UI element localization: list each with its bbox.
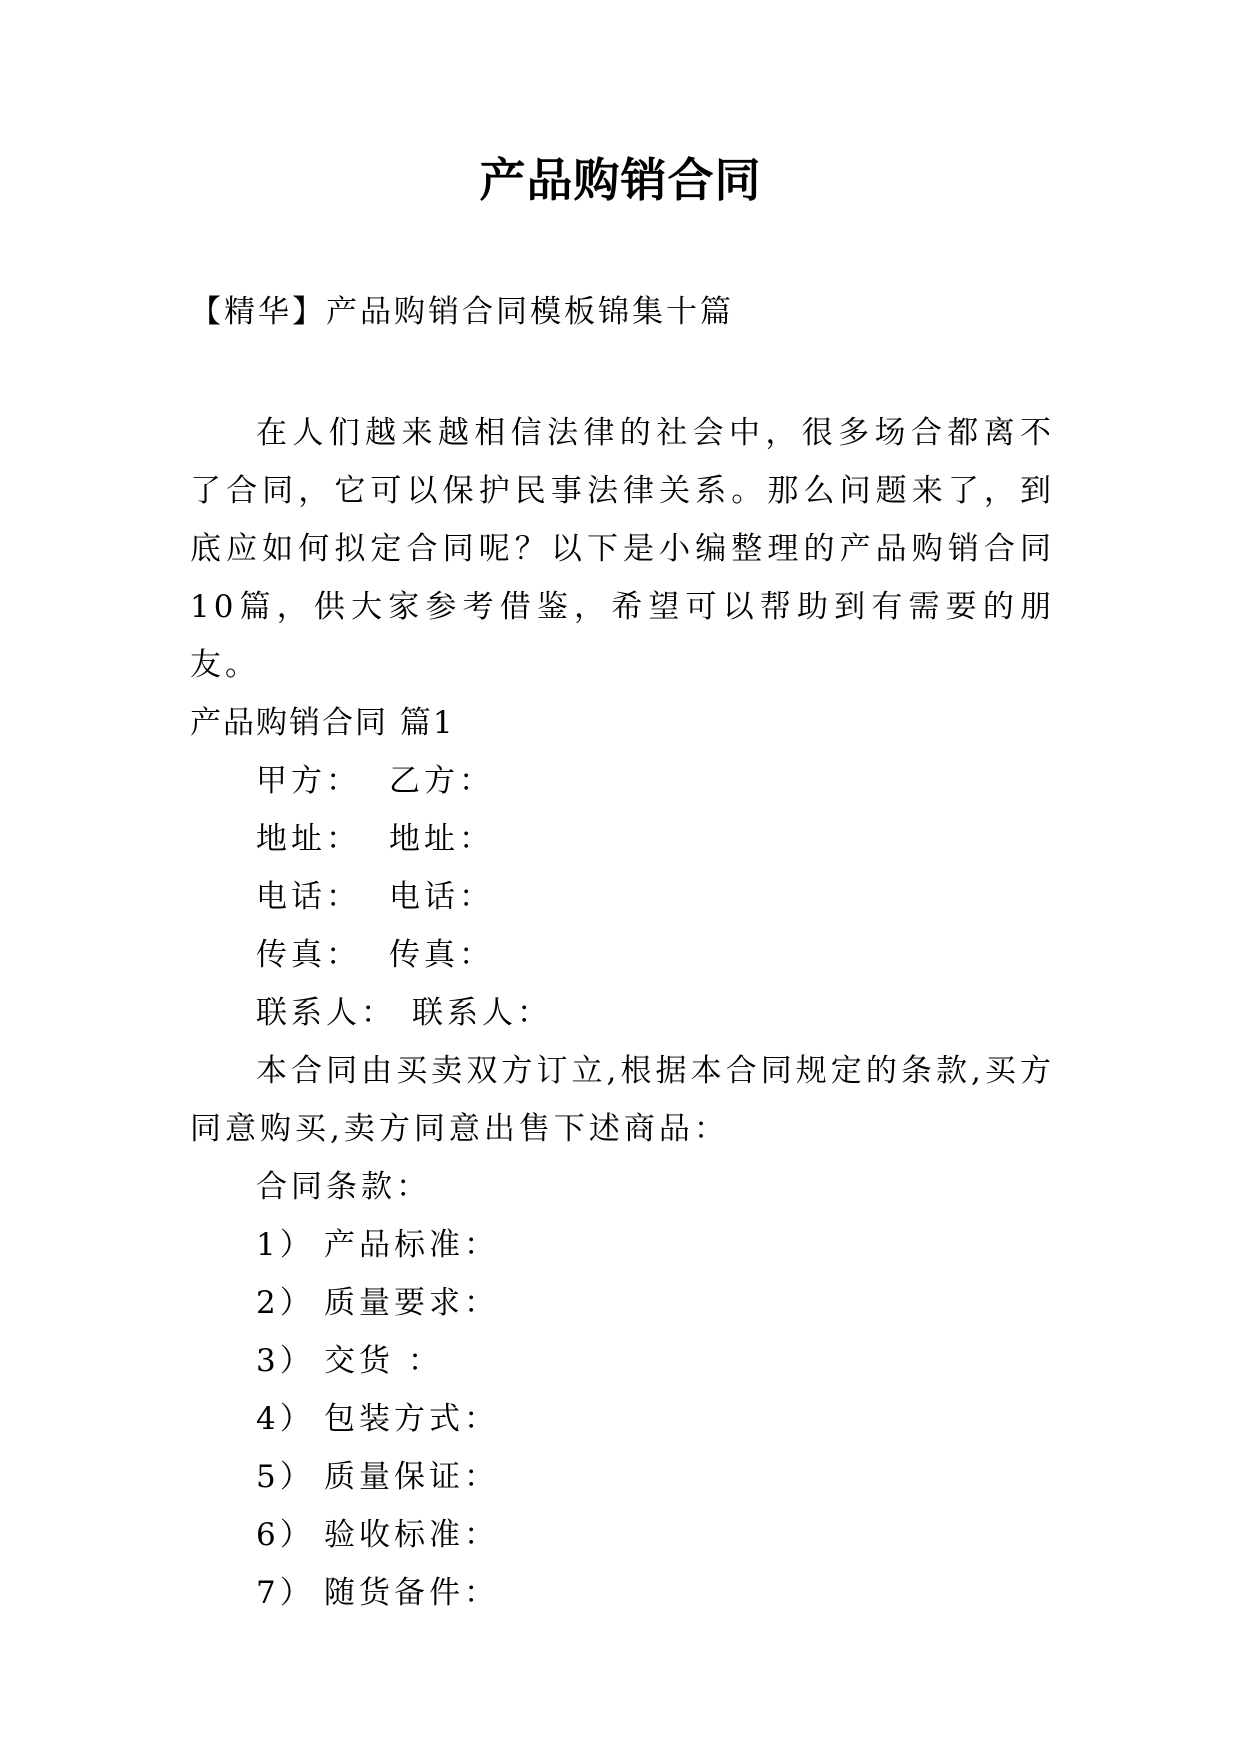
party-right-label: 地址： [389, 821, 494, 857]
clause-number: 4） [256, 1401, 315, 1437]
party-right-label: 乙方： [389, 763, 494, 799]
clause-item [190, 1564, 1055, 1622]
party-row [190, 984, 1055, 1042]
clauses-heading: 合同条款： [256, 1169, 431, 1205]
party-right-label: 传真： [389, 937, 494, 973]
section-heading: 产品购销合同 篇1 [190, 705, 455, 741]
party-right-label: 联系人： [412, 995, 552, 1031]
clause-text: 产品标准： [324, 1227, 499, 1263]
clause-number: 7） [256, 1575, 315, 1611]
clause-item [190, 1506, 1055, 1564]
clause-text: 交货 ： [324, 1343, 443, 1379]
clause-number: 1） [256, 1227, 315, 1263]
party-left-label: 传真： [256, 937, 361, 973]
party-row [190, 752, 1055, 810]
clause-number: 5） [256, 1459, 315, 1495]
agreement-paragraph: 本合同由买卖双方订立,根据本合同规定的条款,买方同意购买,卖方同意出售下述商品： [190, 1053, 1055, 1147]
party-left-label: 地址： [256, 821, 361, 857]
clause-number: 2） [256, 1285, 315, 1321]
intro-paragraph: 在人们越来越相信法律的社会中，很多场合都离不了合同，它可以保护民事法律关系。那么问题来了，到底应如何拟定合同呢？以下是小编整理的产品购销合同10篇，供大家参考借鉴，希望可以帮助到有需要的朋友。 [190, 415, 1055, 683]
party-row [190, 810, 1055, 868]
clause-item [190, 1216, 1055, 1274]
clause-item [190, 1274, 1055, 1332]
party-left-label: 联系人： [256, 995, 396, 1031]
clause-text: 随货备件： [324, 1575, 499, 1611]
clause-text: 包装方式： [324, 1401, 499, 1437]
party-row [190, 926, 1055, 984]
clause-number: 6） [256, 1517, 315, 1553]
party-right-label: 电话： [389, 879, 494, 915]
clause-text: 验收标准： [324, 1517, 499, 1553]
document-body [190, 404, 1055, 1622]
clause-item [190, 1390, 1055, 1448]
party-left-label: 甲方： [256, 763, 361, 799]
document-subtitle: 【精华】产品购销合同模板锦集十篇 [190, 294, 734, 330]
document-title: 产品购销合同 [479, 153, 762, 207]
clause-item [190, 1448, 1055, 1506]
party-row [190, 868, 1055, 926]
clause-text: 质量保证： [324, 1459, 499, 1495]
party-left-label: 电话： [256, 879, 361, 915]
clause-item [190, 1332, 1055, 1390]
clause-number: 3） [256, 1343, 315, 1379]
clause-text: 质量要求： [324, 1285, 499, 1321]
